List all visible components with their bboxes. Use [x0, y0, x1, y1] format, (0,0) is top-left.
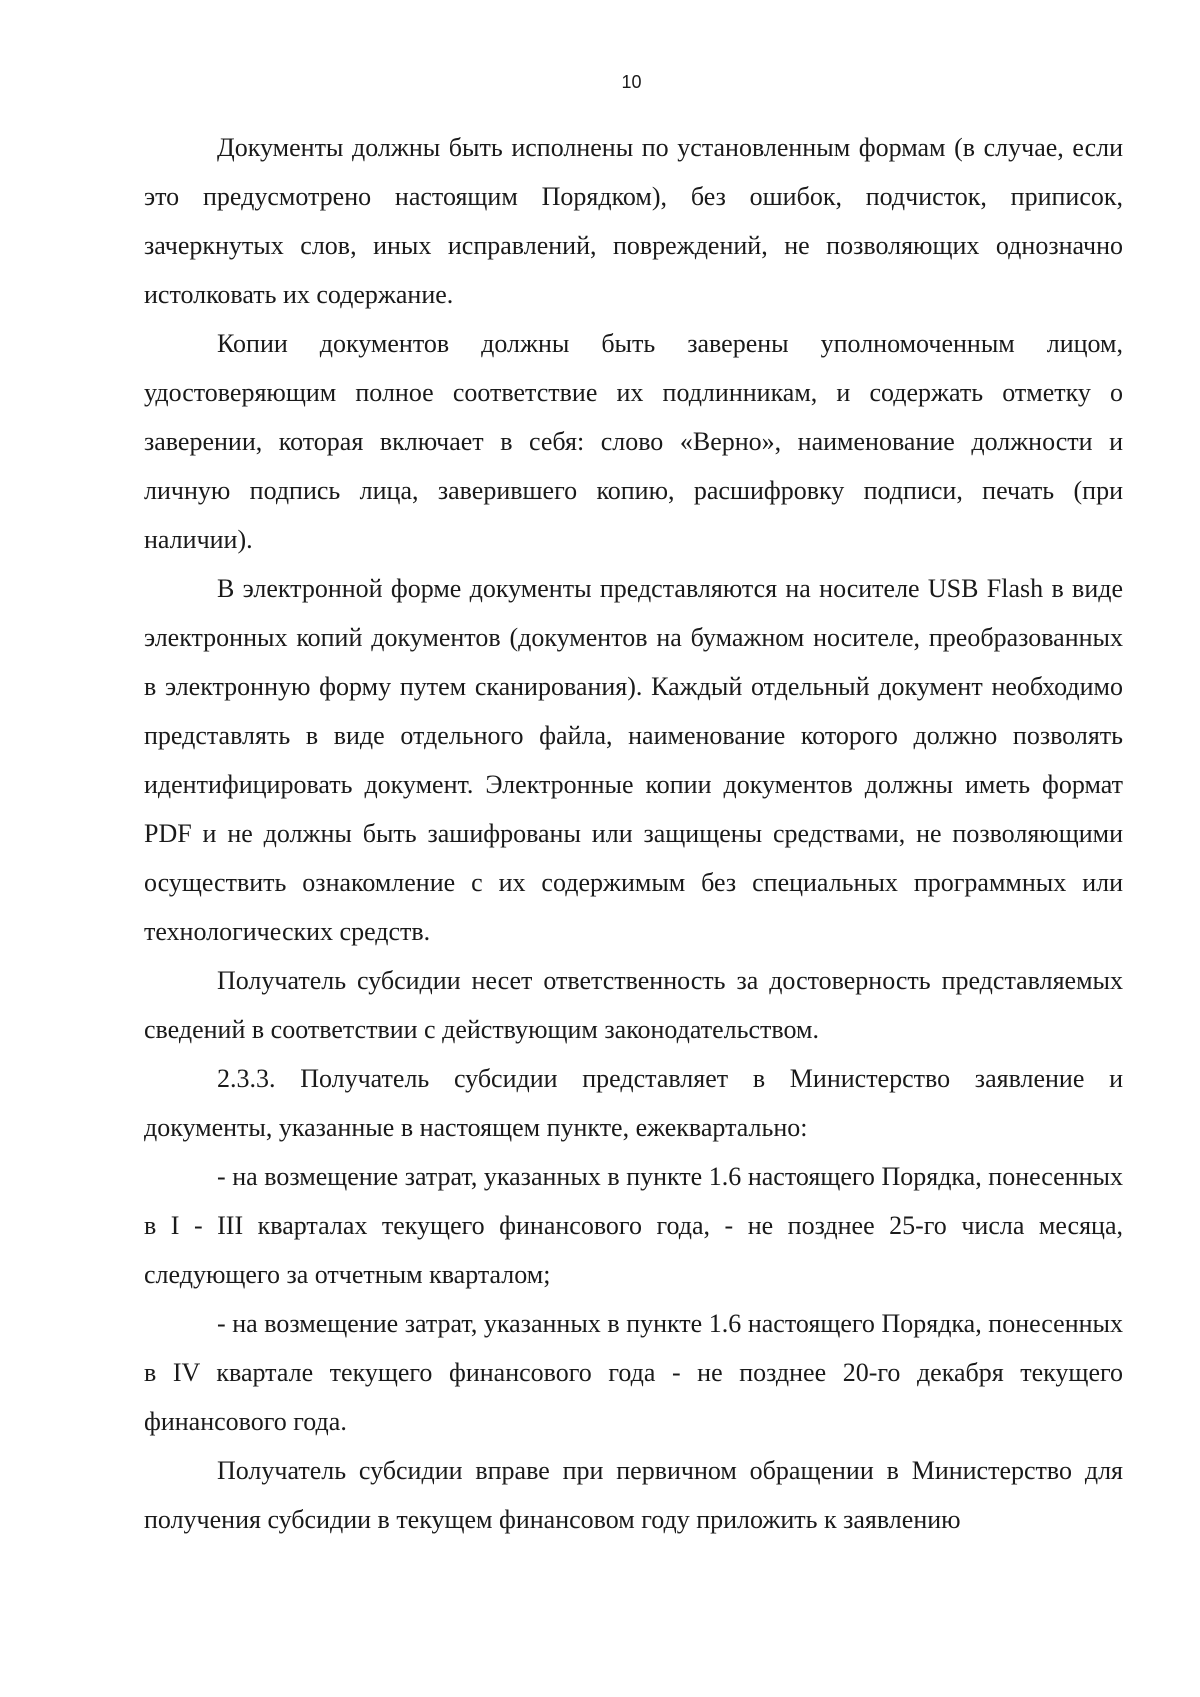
body-text	[144, 123, 1123, 1544]
paragraph-electronic-form: В электронной форме документы представляются на носителе USB Flash в виде электронных копий документов (документов на бумажном носителе, преобразованных в электронную форму путем сканирования). Каждый отдельный документ необходимо представлять в виде отдельного файла, наименование которого должно позволять идентифицировать документ. Электронные копии документов должны иметь формат PDF и не должны быть зашифрованы или защищены средствами, не позволяющими осуществить ознакомление с их содержимым без специальных программных или технологических средств.	[144, 574, 1123, 946]
paragraph-2-3-3: 2.3.3. Получатель субсидии представляет в Министерство заявление и документы, указанные в настоящем пункте, ежеквартально:	[144, 1064, 1123, 1142]
paragraph-responsibility: Получатель субсидии несет ответственность за достоверность представляемых сведений в соответствии с действующим законодательством.	[144, 966, 1123, 1044]
paragraph-quarters-1-3: - на возмещение затрат, указанных в пункте 1.6 настоящего Порядка, понесенных в I - III кварталах текущего финансового года, - не позднее 25-го числа месяца, следующего за отчетным кварталом;	[144, 1162, 1123, 1289]
page-number: 10	[621, 72, 642, 92]
paragraph-documents-forms: Документы должны быть исполнены по установленным формам (в случае, если это предусмотрено настоящим Порядком), без ошибок, подчисток, приписок, зачеркнутых слов, иных исправлений, повреждений, не позволяющих однозначно истолковать их содержание.	[144, 133, 1123, 309]
paragraph-quarter-4: - на возмещение затрат, указанных в пункте 1.6 настоящего Порядка, понесенных в IV квартале текущего финансового года - не позднее 20-го декабря текущего финансового года.	[144, 1309, 1123, 1436]
paragraph-first-application: Получатель субсидии вправе при первичном обращении в Министерство для получения субсидии в текущем финансовом году приложить к заявлению	[144, 1456, 1123, 1534]
paragraph-copies-certification: Копии документов должны быть заверены уполномоченным лицом, удостоверяющим полное соответствие их подлинникам, и содержать отметку о заверении, которая включает в себя: слово «Верно», наименование должности и личную подпись лица, заверившего копию, расшифровку подписи, печать (при наличии).	[144, 329, 1123, 554]
